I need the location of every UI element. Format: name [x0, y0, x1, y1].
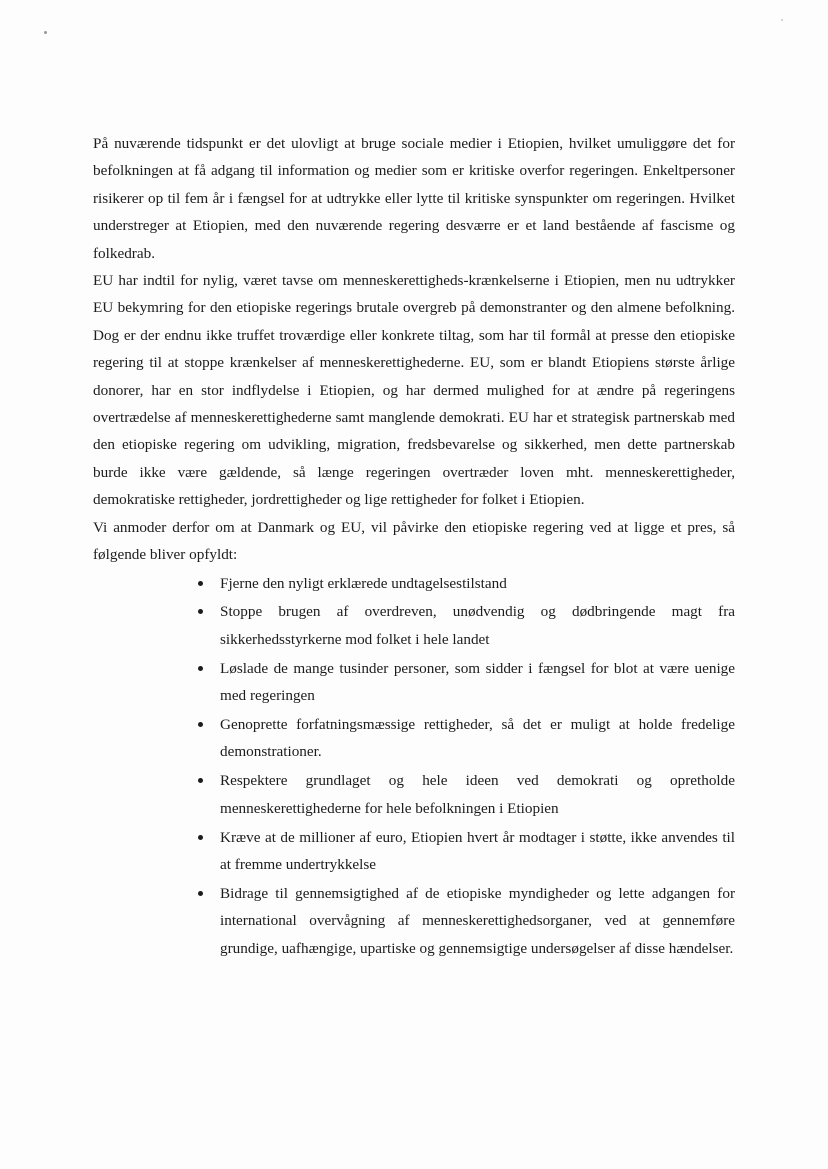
scan-speck	[781, 19, 783, 21]
list-item-text: Kræve at de millioner af euro, Etiopien hvert år modtager i støtte, ikke anvendes til at fremme undertrykkelse	[220, 828, 735, 874]
list-item-text: Stoppe brugen af overdreven, unødvendig og dødbringende magt fra sikkerhedsstyrkerne mod folket i hele landet	[220, 603, 735, 648]
list-item	[93, 880, 735, 962]
list-item	[93, 824, 735, 879]
bullet-icon	[198, 835, 203, 840]
bullet-icon	[198, 609, 203, 614]
demands-list	[93, 569, 735, 963]
list-item	[93, 767, 735, 822]
paragraph: EU har indtil for nylig, været tavse om menneskerettigheds-krænkelserne i Etiopien, men nu udtrykker EU bekymring for den etiopiske regerings brutale overgreb på demonstranter og den almene befolkning. Dog er der endnu ikke truffet troværdige eller konkrete tiltag, som har til formål at presse den etiopiske regering til at stoppe krænkelser af menneskerettighederne. EU, som er blandt Etiopiens største årlige donorer, har en stor indflydelse i Etiopien, og har dermed mulighed for at ændre på regeringens overtrædelse af menneskerettighederne samt manglende demokrati. EU har et strategisk partnerskab med den etiopiske regering om udvikling, migration, fredsbevarelse og sikkerhed, men dette partnerskab burde ikke være gældende, så længe regeringen overtræder loven mht. menneskerettigheder, demokratiske rettigheder, jordrettigheder og lige rettigheder for folket i Etiopien.	[93, 272, 735, 509]
list-item	[93, 598, 735, 653]
bullet-icon	[198, 666, 203, 671]
list-item	[93, 570, 735, 597]
document-body	[93, 130, 735, 964]
list-item	[93, 655, 735, 710]
list-item-text: Bidrage til gennemsigtighed af de etiopiske myndigheder og lette adgangen for international overvågning af menneskerettighedsorganer, ved at gennemføre grundige, uafhængige, upartiske og gennemsigtige undersøgelser af disse hændelser.	[220, 884, 735, 957]
list-item-text: Genoprette forfatningsmæssige rettigheder, så det er muligt at holde fredelige demonstrationer.	[220, 716, 735, 761]
list-item-text: Løslade de mange tusinder personer, som sidder i fængsel for blot at være uenige med regeringen	[220, 659, 735, 705]
paragraph: På nuværende tidspunkt er det ulovligt at bruge sociale medier i Etiopien, hvilket umuliggøre det for befolkningen at få adgang til information og medier som er kritiske overfor regeringen. Enkeltpersoner risikerer op til fem år i fængsel for at udtrykke eller lytte til kritiske synspunkter om regeringen. Hvilket understreger at Etiopien, med den nuværende regering desværre er et land bestående af fascisme og folkedrab.	[93, 135, 735, 262]
list-item-text: Fjerne den nyligt erklærede undtagelsestilstand	[220, 574, 507, 592]
bullet-icon	[198, 722, 203, 727]
list-item-text: Respektere grundlaget og hele ideen ved demokrati og opretholde menneskerettighederne for hele befolkningen i Etiopien	[220, 772, 735, 817]
list-item	[93, 711, 735, 766]
paragraph: Vi anmoder derfor om at Danmark og EU, vil påvirke den etiopiske regering ved at ligge et pres, så følgende bliver opfyldt:	[93, 518, 735, 564]
bullet-icon	[198, 891, 203, 896]
bullet-icon	[198, 778, 203, 783]
scan-speck	[44, 31, 47, 34]
bullet-icon	[198, 581, 203, 586]
